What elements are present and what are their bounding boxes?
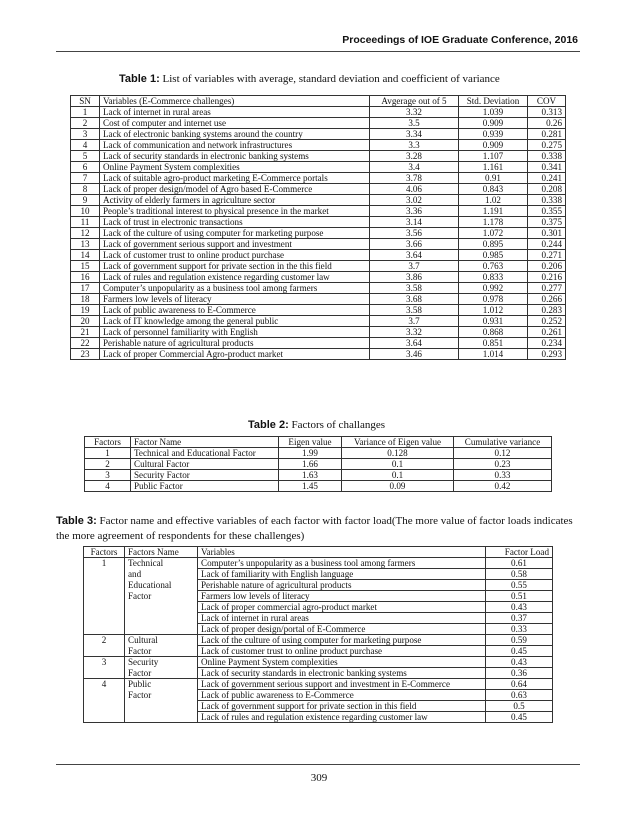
table1-cell-sn: 3 xyxy=(71,129,100,140)
table1-cell-variable: Farmers low levels of literacy xyxy=(100,294,370,305)
table1-cell-sn: 11 xyxy=(71,217,100,228)
table1-cell-sn: 14 xyxy=(71,250,100,261)
table3-caption xyxy=(56,514,581,544)
table1-cell-sn: 13 xyxy=(71,239,100,250)
table1-cell-sn: 17 xyxy=(71,283,100,294)
table1-cell-std-deviation: 0.868 xyxy=(459,327,528,338)
table1-col-variables: Variables (E-Commerce challenges) xyxy=(100,96,370,107)
table1-cell-variable: Lack of trust in electronic transactions xyxy=(100,217,370,228)
table1-cell-cov: 0.283 xyxy=(528,305,566,316)
table2-col-factor-name: Factor Name xyxy=(131,437,279,448)
table1-cell-cov: 0.266 xyxy=(528,294,566,305)
table-row xyxy=(84,591,553,602)
table1-cell-variable: Lack of customer trust to online product purchase xyxy=(100,250,370,261)
table3-cell-variable: Lack of rules and regulation existence regarding customer law xyxy=(198,712,486,723)
table3-header-row xyxy=(84,547,553,558)
table2-cell-factor-name: Cultural Factor xyxy=(131,459,279,470)
table1-cell-sn: 20 xyxy=(71,316,100,327)
table3-cell-factor-name xyxy=(125,602,198,613)
table3-cell-factor-name: Factor xyxy=(125,668,198,679)
table1-cell-cov: 0.338 xyxy=(528,195,566,206)
table-row xyxy=(84,657,553,668)
table1-cell-cov: 0.234 xyxy=(528,338,566,349)
table1-cell-average: 3.58 xyxy=(370,283,459,294)
table-row xyxy=(85,459,552,470)
table-row xyxy=(71,338,566,349)
table-row xyxy=(71,294,566,305)
table1-cell-average: 3.7 xyxy=(370,316,459,327)
table1-cell-average: 3.3 xyxy=(370,140,459,151)
table1-cell-std-deviation: 0.931 xyxy=(459,316,528,327)
table2-factors xyxy=(84,436,552,492)
table3-cell-factor-load: 0.61 xyxy=(486,558,553,569)
table1-cell-average: 3.32 xyxy=(370,107,459,118)
table-row xyxy=(84,602,553,613)
table3-cell-factor-name: Factor xyxy=(125,591,198,602)
table1-cell-sn: 2 xyxy=(71,118,100,129)
table3-cell-factor-name: Factor xyxy=(125,646,198,657)
table1-cell-std-deviation: 0.978 xyxy=(459,294,528,305)
table1-cell-variable: Activity of elderly farmers in agriculture sector xyxy=(100,195,370,206)
table3-cell-factor-name: Security xyxy=(125,657,198,668)
table2-caption-text: Factors of challanges xyxy=(291,419,385,431)
table1-body xyxy=(71,107,566,360)
table3-caption-label: Table 3: xyxy=(56,515,97,527)
table-row xyxy=(84,558,553,569)
table3-cell-variable: Lack of customer trust to online product purchase xyxy=(198,646,486,657)
table-row xyxy=(71,184,566,195)
table3-cell-factor-load: 0.55 xyxy=(486,580,553,591)
table1-cell-sn: 16 xyxy=(71,272,100,283)
table3-col-variables: Variables xyxy=(198,547,486,558)
table-row xyxy=(84,569,553,580)
table1-cell-cov: 0.338 xyxy=(528,151,566,162)
table2-cell-cumulative: 0.12 xyxy=(454,448,552,459)
table3-cell-factor-load: 0.43 xyxy=(486,602,553,613)
table1-cell-average: 3.58 xyxy=(370,305,459,316)
table1-cell-cov: 0.244 xyxy=(528,239,566,250)
table1-cell-average: 3.64 xyxy=(370,250,459,261)
table1-caption-text: List of variables with average, standard deviation and coefficient of variance xyxy=(162,73,500,85)
table3-cell-factor-name: Cultural xyxy=(125,635,198,646)
table2-cell-factor-name: Public Factor xyxy=(131,481,279,492)
table3-cell-factor-load: 0.45 xyxy=(486,712,553,723)
table1-cell-std-deviation: 0.851 xyxy=(459,338,528,349)
table-row xyxy=(84,701,553,712)
page-number: 309 xyxy=(310,772,328,784)
table2-cell-variance: 0.128 xyxy=(342,448,454,459)
table3-cell-variable: Lack of proper commercial agro-product market xyxy=(198,602,486,613)
table3-cell-factor xyxy=(84,668,125,679)
table1-cell-std-deviation: 0.909 xyxy=(459,140,528,151)
table-row xyxy=(84,635,553,646)
table1-cell-variable: Lack of the culture of using computer for marketing purpose xyxy=(100,228,370,239)
table3-cell-factor: 3 xyxy=(84,657,125,668)
running-header: Proceedings of IOE Graduate Conference, 2016 xyxy=(342,34,578,46)
table3-cell-factor xyxy=(84,712,125,723)
table1-cell-variable: Computer’s unpopularity as a business tool among farmers xyxy=(100,283,370,294)
table3-cell-variable: Lack of the culture of using computer for marketing purpose xyxy=(198,635,486,646)
table-row xyxy=(85,448,552,459)
table1-cell-variable: Cost of computer and internet use xyxy=(100,118,370,129)
table1-cell-sn: 18 xyxy=(71,294,100,305)
table-row xyxy=(71,129,566,140)
table1-cell-std-deviation: 1.178 xyxy=(459,217,528,228)
table1-cell-cov: 0.277 xyxy=(528,283,566,294)
table3-cell-factor xyxy=(84,613,125,624)
table1-col-average: Avgerage out of 5 xyxy=(370,96,459,107)
table3-cell-factor-load: 0.36 xyxy=(486,668,553,679)
table2-cell-factor: 3 xyxy=(85,470,131,481)
table1-cell-variable: Lack of public awareness to E-Commerce xyxy=(100,305,370,316)
table1-cell-variable: Lack of communication and network infrastructures xyxy=(100,140,370,151)
table3-cell-variable: Lack of public awareness to E-Commerce xyxy=(198,690,486,701)
table3-cell-variable: Lack of proper design/portal of E-Commerce xyxy=(198,624,486,635)
table1-cell-variable: Lack of security standards in electronic banking systems xyxy=(100,151,370,162)
table-row xyxy=(71,272,566,283)
table1-col-sn: SN xyxy=(71,96,100,107)
table3-cell-factor-name: Public xyxy=(125,679,198,690)
table3-cell-factor-load: 0.64 xyxy=(486,679,553,690)
table1-header-row xyxy=(71,96,566,107)
table2-body xyxy=(85,448,552,492)
table2-cell-cumulative: 0.33 xyxy=(454,470,552,481)
table1-cell-average: 3.28 xyxy=(370,151,459,162)
table2-col-variance: Variance of Eigen value xyxy=(342,437,454,448)
table-row xyxy=(85,470,552,481)
table-row xyxy=(71,316,566,327)
table1-cell-average: 3.86 xyxy=(370,272,459,283)
table1-cell-cov: 0.313 xyxy=(528,107,566,118)
table3-cell-variable: Lack of internet in rural areas xyxy=(198,613,486,624)
table-row xyxy=(84,580,553,591)
table1-cell-variable: Lack of personnel familiarity with English xyxy=(100,327,370,338)
table3-cell-variable: Lack of security standards in electronic banking systems xyxy=(198,668,486,679)
table3-cell-factor-name: Technical xyxy=(125,558,198,569)
table1-cell-std-deviation: 1.107 xyxy=(459,151,528,162)
table1-cell-std-deviation: 1.012 xyxy=(459,305,528,316)
table-row xyxy=(71,250,566,261)
table-row xyxy=(71,173,566,184)
table3-cell-factor-name xyxy=(125,624,198,635)
table2-cell-factor: 1 xyxy=(85,448,131,459)
table1-cell-sn: 21 xyxy=(71,327,100,338)
table1-cell-variable: Lack of rules and regulation existence regarding customer law xyxy=(100,272,370,283)
table-row xyxy=(71,228,566,239)
table1-caption xyxy=(119,73,500,85)
table1-cell-average: 3.32 xyxy=(370,327,459,338)
table3-cell-variable: Lack of government support for private section in this field xyxy=(198,701,486,712)
table-row xyxy=(71,305,566,316)
table1-cell-sn: 9 xyxy=(71,195,100,206)
table1-cell-sn: 15 xyxy=(71,261,100,272)
table1-cell-cov: 0.271 xyxy=(528,250,566,261)
table2-cell-factor: 2 xyxy=(85,459,131,470)
table1-header xyxy=(71,96,566,107)
table1-cell-std-deviation: 0.985 xyxy=(459,250,528,261)
table1-cell-average: 3.14 xyxy=(370,217,459,228)
table3-cell-factor-name: and xyxy=(125,569,198,580)
table-row xyxy=(71,283,566,294)
table3-col-factors: Factors xyxy=(84,547,125,558)
table1-cell-variable: People’s traditional interest to physical presence in the market xyxy=(100,206,370,217)
table1-cell-average: 3.4 xyxy=(370,162,459,173)
table2-cell-eigen-value: 1.63 xyxy=(279,470,342,481)
footer-rule xyxy=(56,764,580,765)
table1-cell-variable: Online Payment System complexities xyxy=(100,162,370,173)
table1-cell-sn: 4 xyxy=(71,140,100,151)
table1-cell-std-deviation: 0.843 xyxy=(459,184,528,195)
table1-cell-std-deviation: 1.02 xyxy=(459,195,528,206)
table3-cell-factor-load: 0.5 xyxy=(486,701,553,712)
table1-cell-std-deviation: 0.895 xyxy=(459,239,528,250)
table3-caption-text: Factor name and effective variables of each factor with factor load(The more value of factor loads indicates the more agreement of respondents for these challenges) xyxy=(56,515,573,542)
table1-cell-cov: 0.275 xyxy=(528,140,566,151)
table1-cell-std-deviation: 0.909 xyxy=(459,118,528,129)
table2-cell-variance: 0.1 xyxy=(342,470,454,481)
table-row xyxy=(84,690,553,701)
table3-cell-factor xyxy=(84,591,125,602)
table1-col-std: Std. Deviation xyxy=(459,96,528,107)
table-row xyxy=(85,481,552,492)
table1-cell-cov: 0.216 xyxy=(528,272,566,283)
table-row xyxy=(71,195,566,206)
table2-cell-variance: 0.1 xyxy=(342,459,454,470)
table3-cell-factor xyxy=(84,602,125,613)
table-row xyxy=(84,613,553,624)
table3-cell-factor xyxy=(84,646,125,657)
table1-cell-average: 3.78 xyxy=(370,173,459,184)
table3-cell-factor: 1 xyxy=(84,558,125,569)
table3-cell-factor-load: 0.43 xyxy=(486,657,553,668)
table3-cell-factor-load: 0.37 xyxy=(486,613,553,624)
table-row xyxy=(71,217,566,228)
table1-cell-cov: 0.241 xyxy=(528,173,566,184)
table2-caption-label: Table 2: xyxy=(248,419,289,431)
table-row xyxy=(71,206,566,217)
table1-cell-std-deviation: 0.833 xyxy=(459,272,528,283)
table1-cell-variable: Lack of internet in rural areas xyxy=(100,107,370,118)
table1-cell-average: 3.34 xyxy=(370,129,459,140)
table-row xyxy=(84,624,553,635)
table1-cell-sn: 6 xyxy=(71,162,100,173)
table3-cell-factor-load: 0.63 xyxy=(486,690,553,701)
table1-cell-average: 3.02 xyxy=(370,195,459,206)
table-row xyxy=(84,712,553,723)
table1-cell-std-deviation: 1.039 xyxy=(459,107,528,118)
table3-cell-factor-load: 0.59 xyxy=(486,635,553,646)
table2-col-cumulative: Cumulative variance xyxy=(454,437,552,448)
table3-cell-variable: Farmers low levels of literacy xyxy=(198,591,486,602)
table2-cell-eigen-value: 1.45 xyxy=(279,481,342,492)
table1-cell-variable: Lack of electronic banking systems around the country xyxy=(100,129,370,140)
table2-cell-factor: 4 xyxy=(85,481,131,492)
table3-header xyxy=(84,547,553,558)
table1-cell-variable: Lack of proper design/model of Agro based E-Commerce xyxy=(100,184,370,195)
table3-cell-factor xyxy=(84,569,125,580)
table2-cell-cumulative: 0.42 xyxy=(454,481,552,492)
table1-cell-std-deviation: 0.91 xyxy=(459,173,528,184)
table1-cell-average: 3.68 xyxy=(370,294,459,305)
table3-cell-factor xyxy=(84,701,125,712)
table1-cell-cov: 0.261 xyxy=(528,327,566,338)
table1-cell-average: 3.64 xyxy=(370,338,459,349)
table3-cell-factor-name: Factor xyxy=(125,690,198,701)
table1-cell-variable: Perishable nature of agricultural products xyxy=(100,338,370,349)
table1-cell-cov: 0.341 xyxy=(528,162,566,173)
table2-header xyxy=(85,437,552,448)
table2-cell-eigen-value: 1.66 xyxy=(279,459,342,470)
table-row xyxy=(71,107,566,118)
table2-col-factors: Factors xyxy=(85,437,131,448)
table3-cell-factor-load: 0.33 xyxy=(486,624,553,635)
table-row xyxy=(84,668,553,679)
table1-cell-sn: 12 xyxy=(71,228,100,239)
table1-cell-std-deviation: 0.992 xyxy=(459,283,528,294)
table1-cell-variable: Lack of government serious support and investment xyxy=(100,239,370,250)
table1-cell-sn: 8 xyxy=(71,184,100,195)
table1-cell-cov: 0.208 xyxy=(528,184,566,195)
table3-cell-factor xyxy=(84,690,125,701)
table-row xyxy=(71,349,566,360)
table1-cell-cov: 0.293 xyxy=(528,349,566,360)
table1-cell-variable: Lack of proper Commercial Agro-product market xyxy=(100,349,370,360)
table3-cell-factor xyxy=(84,624,125,635)
table1-cell-cov: 0.206 xyxy=(528,261,566,272)
table1-cell-std-deviation: 0.939 xyxy=(459,129,528,140)
table1-cell-std-deviation: 1.014 xyxy=(459,349,528,360)
table-row xyxy=(84,679,553,690)
table1-cell-cov: 0.281 xyxy=(528,129,566,140)
table3-col-factor-load: Factor Load xyxy=(486,547,553,558)
table-row xyxy=(71,140,566,151)
table1-cell-sn: 22 xyxy=(71,338,100,349)
table2-caption xyxy=(248,419,385,431)
table1-cell-average: 4.06 xyxy=(370,184,459,195)
table2-cell-factor-name: Technical and Educational Factor xyxy=(131,448,279,459)
table1-cell-sn: 23 xyxy=(71,349,100,360)
table-row xyxy=(71,118,566,129)
table2-cell-factor-name: Security Factor xyxy=(131,470,279,481)
table2-cell-variance: 0.09 xyxy=(342,481,454,492)
table1-cell-std-deviation: 1.191 xyxy=(459,206,528,217)
table3-cell-factor xyxy=(84,580,125,591)
table3-cell-factor-load: 0.45 xyxy=(486,646,553,657)
table1-cell-variable: Lack of government support for private section in the this field xyxy=(100,261,370,272)
table1-caption-label: Table 1: xyxy=(119,73,160,85)
table1-cell-sn: 7 xyxy=(71,173,100,184)
table3-cell-factor-name xyxy=(125,701,198,712)
table1-cell-cov: 0.355 xyxy=(528,206,566,217)
table1-cell-sn: 19 xyxy=(71,305,100,316)
table3-col-factors-name: Factors Name xyxy=(125,547,198,558)
table-row xyxy=(71,162,566,173)
table1-cell-average: 3.7 xyxy=(370,261,459,272)
table3-cell-variable: Perishable nature of agricultural products xyxy=(198,580,486,591)
table3-cell-factor-load: 0.58 xyxy=(486,569,553,580)
table1-cell-average: 3.66 xyxy=(370,239,459,250)
table-row xyxy=(71,239,566,250)
table1-cell-std-deviation: 1.161 xyxy=(459,162,528,173)
table1-cell-variable: Lack of IT knowledge among the general public xyxy=(100,316,370,327)
table1-cell-average: 3.36 xyxy=(370,206,459,217)
table1-cell-average: 3.5 xyxy=(370,118,459,129)
table1-cell-average: 3.56 xyxy=(370,228,459,239)
table1-variables xyxy=(70,95,566,360)
table-row xyxy=(71,327,566,338)
table1-cell-sn: 10 xyxy=(71,206,100,217)
table1-cell-variable: Lack of suitable agro-product marketing E-Commerce portals xyxy=(100,173,370,184)
table3-cell-factor: 4 xyxy=(84,679,125,690)
table-row xyxy=(71,261,566,272)
table1-cell-std-deviation: 0.763 xyxy=(459,261,528,272)
table3-cell-factor-name xyxy=(125,613,198,624)
table1-cell-cov: 0.375 xyxy=(528,217,566,228)
table2-header-row xyxy=(85,437,552,448)
table1-cell-cov: 0.26 xyxy=(528,118,566,129)
table3-cell-factor-name: Educational xyxy=(125,580,198,591)
table3-cell-variable: Computer’s unpopularity as a business tool among farmers xyxy=(198,558,486,569)
table1-cell-sn: 5 xyxy=(71,151,100,162)
table2-cell-cumulative: 0.23 xyxy=(454,459,552,470)
table1-col-cov: COV xyxy=(528,96,566,107)
table1-cell-std-deviation: 1.072 xyxy=(459,228,528,239)
table3-cell-factor-load: 0.51 xyxy=(486,591,553,602)
table-row xyxy=(71,151,566,162)
table1-cell-sn: 1 xyxy=(71,107,100,118)
table3-cell-variable: Lack of familiarity with English language xyxy=(198,569,486,580)
table1-cell-cov: 0.252 xyxy=(528,316,566,327)
table3-cell-factor-name xyxy=(125,712,198,723)
table3-cell-factor: 2 xyxy=(84,635,125,646)
table3-cell-variable: Lack of government serious support and investment in E-Commerce xyxy=(198,679,486,690)
table2-col-eigen: Eigen value xyxy=(279,437,342,448)
header-rule xyxy=(56,51,580,52)
table-row xyxy=(84,646,553,657)
table1-cell-cov: 0.301 xyxy=(528,228,566,239)
table3-factor-loads xyxy=(83,546,553,723)
table3-body xyxy=(84,558,553,723)
table3-cell-variable: Online Payment System complexities xyxy=(198,657,486,668)
table1-cell-average: 3.46 xyxy=(370,349,459,360)
table2-cell-eigen-value: 1.99 xyxy=(279,448,342,459)
